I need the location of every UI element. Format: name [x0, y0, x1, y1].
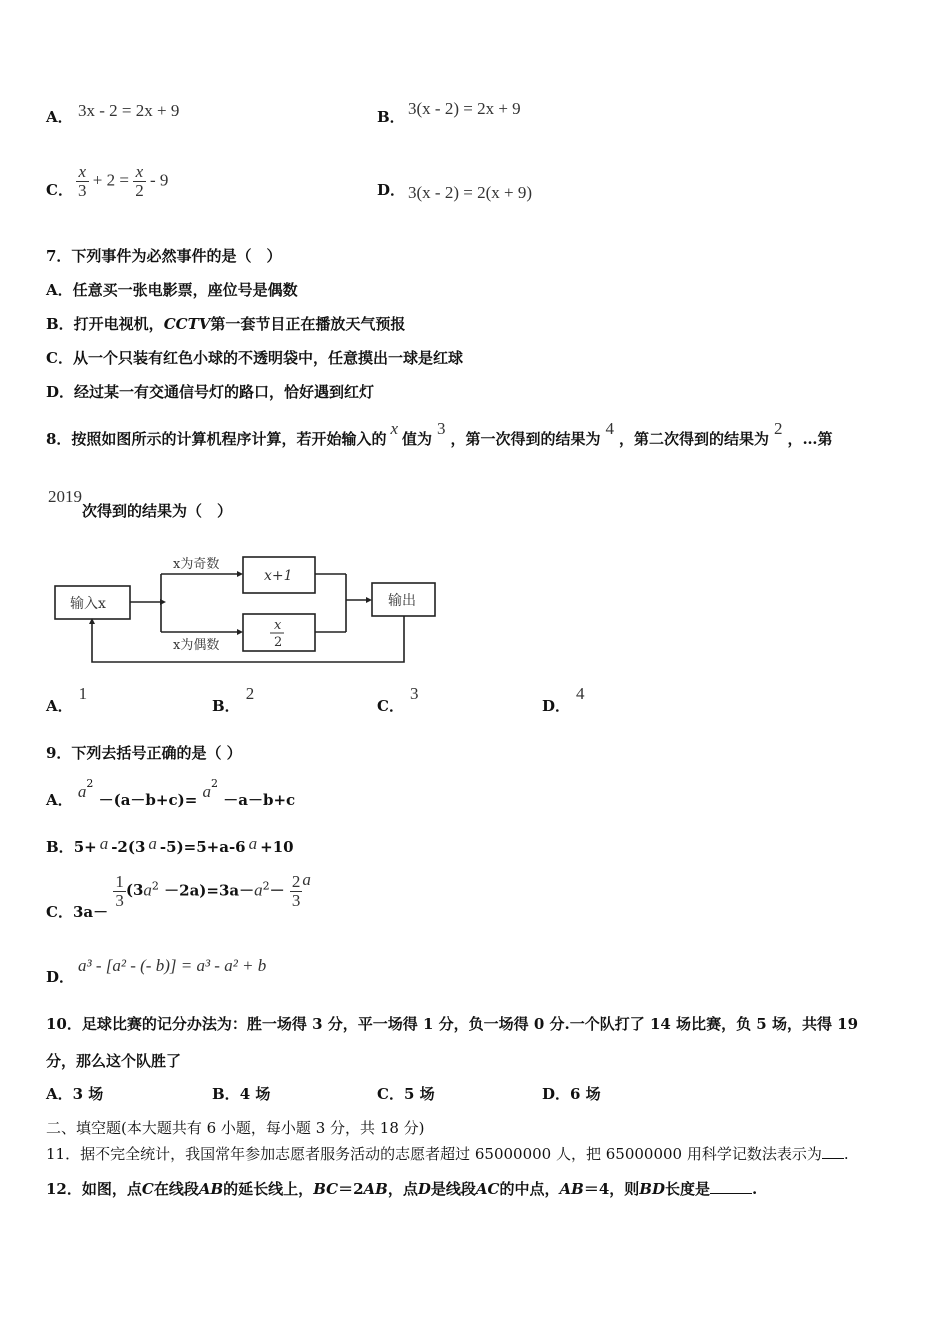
q8-stem-line2: 2019次得到的结果为（ ）	[48, 487, 233, 520]
q6-option-b[interactable]	[377, 106, 405, 127]
q10-option-d[interactable]: D．6 场	[542, 1085, 601, 1103]
q9-option-b[interactable]: B．5+ a -2(3 a -5)=5+a-6 a +10	[46, 834, 294, 856]
fraction: $\frac{1}{3}$	[115, 872, 124, 910]
q7-stem: 7．下列事件为必然事件的是（ ）	[46, 247, 282, 265]
arrow-head	[366, 597, 372, 603]
q7-option-d[interactable]: D．经过某一有交通信号灯的路口，恰好遇到红灯	[46, 383, 375, 401]
q8-option-d[interactable]: D．4	[542, 684, 585, 715]
arrow-head	[160, 599, 166, 605]
q6-option-b-expr: 3(x - 2) = 2x + 9	[408, 99, 521, 118]
q8-flowchart	[50, 548, 445, 670]
arrow-head	[237, 571, 243, 577]
q8-option-a[interactable]: A．1	[46, 684, 88, 715]
q7-option-b[interactable]: B．打开电视机，CCTV第一套节目正在播放天气预报	[46, 315, 406, 333]
q6-option-c-expr: $\frac{x}{3}$ + 2 = $\frac{x}{2}$ - 9	[78, 162, 169, 200]
flow-odd-label: x为奇数	[173, 557, 220, 572]
option-label: D．	[377, 181, 406, 199]
q9-option-c[interactable]: C．3a－ $\frac{1}{3}$ $(3a^2 -2a)=3a-a^2-$ $\frac{2}{3}$ a	[46, 870, 311, 922]
flow-even-num: x	[274, 618, 282, 633]
q6-option-d-expr: 3(x - 2) = 2(x + 9)	[408, 183, 532, 202]
fraction: $\frac{x}{2}$	[135, 162, 144, 200]
option-label: C．	[46, 181, 73, 199]
q8-option-b[interactable]: B．2	[212, 684, 255, 715]
flow-output-label: 输出	[388, 593, 416, 609]
q9-option-d-expr: a³ - [a² - (- b)] = a³ - a² + b	[78, 956, 267, 975]
q6-option-d[interactable]	[377, 179, 405, 200]
answer-blank[interactable]	[710, 1179, 752, 1194]
q8-option-c[interactable]: C．3	[377, 684, 419, 715]
q6-option-a-expr: 3x - 2 = 2x + 9	[78, 101, 180, 120]
q9-option-d[interactable]: D．	[46, 968, 75, 986]
arrow-head	[237, 629, 243, 635]
flow-even-label: x为偶数	[173, 638, 220, 653]
answer-blank[interactable]	[822, 1144, 844, 1159]
option-label: B．	[377, 108, 405, 126]
fraction: $\frac{x}{3}$	[78, 162, 87, 200]
q10-option-b[interactable]: B．4 场	[212, 1085, 271, 1103]
option-label: A．	[46, 108, 73, 126]
section-title: 二、填空题(本大题共有 6 小题，每小题 3 分，共 18 分)	[46, 1119, 425, 1137]
q9-stem: 9．下列去括号正确的是（ ）	[46, 744, 242, 762]
flow-input-label: 输入x	[70, 596, 106, 612]
flow-odd-op: x+1	[264, 568, 293, 584]
q9-option-a[interactable]: A． $a^2 -(a-b+c)= a^2 -a-b+c$	[46, 777, 296, 809]
q10-stem-line1: 10．足球比赛的记分办法为：胜一场得 3 分，平一场得 1 分，负一场得 0 分.一个队打了 14 场比赛，负 5 场，共得 19	[46, 1015, 859, 1033]
q10-option-c[interactable]: C．5 场	[377, 1085, 435, 1103]
q12-stem: 12．如图，点C在线段AB的延长线上，BC＝2AB，点D是线段AC的中点，AB＝4，则BD长度是 .	[46, 1180, 758, 1198]
q6-option-c[interactable]	[46, 179, 73, 200]
flow-even-den: 2	[274, 635, 283, 650]
q11-stem: 11．据不完全统计，我国常年参加志愿者服务活动的志愿者超过 65000000 人，把 65000000 用科学记数法表示为 .	[46, 1145, 849, 1163]
q8-stem-line1: 8．按照如图所示的计算机程序计算，若开始输入的x值为3，第一次得到的结果为4，第二次得到的结果为2，…第	[46, 419, 833, 448]
fraction: $\frac{2}{3}$	[291, 872, 301, 910]
q7-option-c[interactable]: C．从一个只装有红色小球的不透明袋中，任意摸出一球是红球	[46, 349, 463, 367]
q7-option-a[interactable]: A．任意买一张电影票，座位号是偶数	[46, 281, 298, 299]
q6-option-a[interactable]	[46, 106, 73, 127]
q10-stem-line2: 分，那么这个队胜了	[46, 1052, 182, 1070]
q10-option-a[interactable]: A．3 场	[46, 1085, 104, 1103]
